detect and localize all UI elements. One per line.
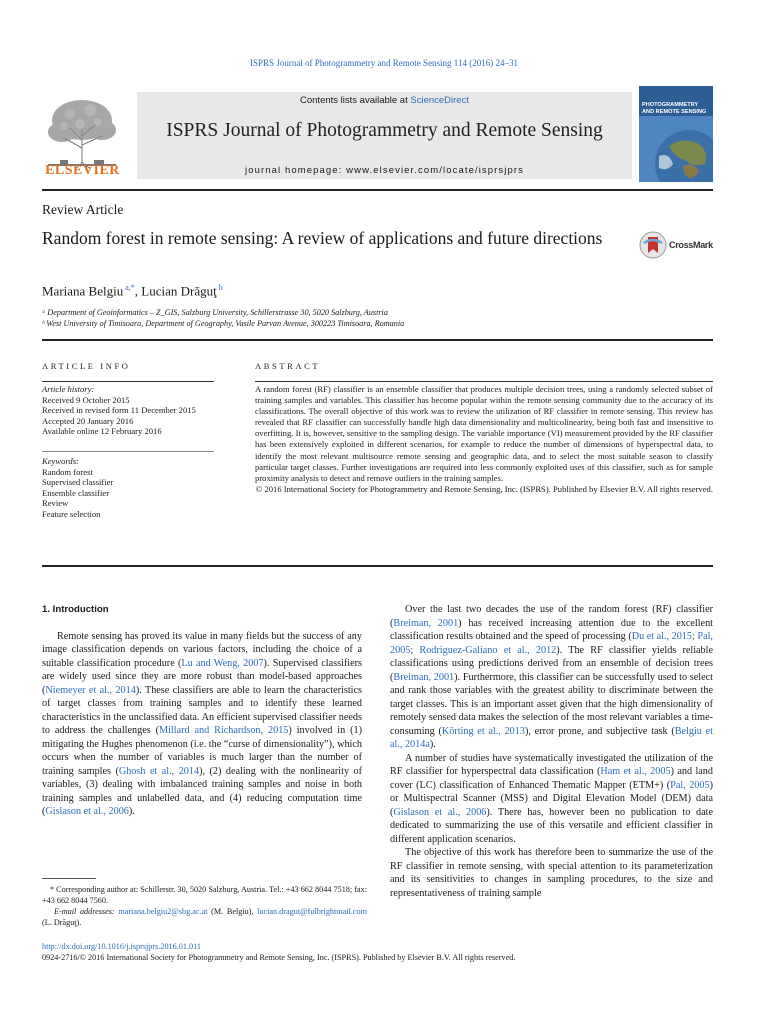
citation-link[interactable]: Gislason et al., 2006 xyxy=(45,806,129,817)
author-separator: , xyxy=(134,283,142,299)
issn-copyright-line: 0924-2716/© 2016 International Society for Photogrammetry and Remote Sensing, Inc. (ISPRS). Published by Elsevier B.V. All rights reserved. xyxy=(42,953,516,962)
crossmark-icon xyxy=(639,231,667,259)
crossmark-badge[interactable] xyxy=(639,231,719,261)
abstract-rule xyxy=(255,381,713,382)
keywords-rule xyxy=(42,451,214,452)
article-info-heading: ARTICLE INFO xyxy=(42,361,131,371)
keyword: Feature selection xyxy=(42,508,101,519)
history-received: Received 9 October 2015 xyxy=(42,394,130,405)
citation-link[interactable]: Breiman, 2001 xyxy=(393,617,459,629)
corresponding-author-note: * Corresponding author at: Schillerstr. 30, 5020 Salzburg, Austria. Tel.: +43 662 8044 7518; fax: +43 662 8044 7560. xyxy=(42,885,367,905)
cover-title-line2: AND REMOTE SENSING xyxy=(642,108,707,115)
body-right-column xyxy=(390,603,713,900)
journal-title: ISPRS Journal of Photogrammetry and Remote Sensing xyxy=(166,120,603,141)
keyword: Random forest xyxy=(42,466,93,477)
citation-link[interactable]: Ham et al., 2005 xyxy=(600,766,671,777)
abstract-text: A random forest (RF) classifier is an ensemble classifier that produces multiple decision trees, using a randomly selected subset of training samples and variables. This classifier has become popular within the remote sensing community due to the accuracy of its classifications. The overall objective of this work was to review the utilization of RF classifier in remote sensing. This review has revealed that RF classifier can successfully handle high data dimensionality and multicolinearity, being both fast and insensitive to overfitting. It is, however, sensitive to the sampling design. The variable importance (VI) measurement provided by the RF classifier has been extensively exploited in different scenarios, for example to reduce the number of dimensions of hyperspectral data, to identify the most relevant multisource remote sensing and geographic data, and to select the most suitable season to classify particular target classes. Further investigations are required into less commonly exploited uses of this classifier, such as for sample proximity analysis to detect and remove outliers in the training samples. xyxy=(255,384,713,483)
citation-link[interactable]: Du et al., 2015; Pal, 2005; Rodriguez-Galiano et al., 2012 xyxy=(390,631,713,656)
header-rule xyxy=(42,189,713,191)
doi-block xyxy=(42,941,515,963)
citation-link[interactable]: Gislason et al., 2006 xyxy=(393,806,487,818)
elsevier-logo xyxy=(40,90,125,180)
affiliations xyxy=(42,307,404,329)
author-name[interactable]: Mariana Belgiu xyxy=(42,283,124,299)
abstract-body xyxy=(255,384,713,495)
author-name[interactable]: Lucian Drăguţ xyxy=(141,283,217,299)
email-line: E-mail addresses: mariana.belgiu2@sbg.ac.at (M. Belgiu), lucian.dragut@fulbrightmail.com (L. Drăguţ). xyxy=(42,907,367,927)
author-list xyxy=(42,283,223,299)
keywords-label: Keywords: xyxy=(42,456,79,466)
email-link[interactable]: lucian.dragut@fulbrightmail.com xyxy=(257,907,367,916)
title-rule xyxy=(42,339,713,341)
journal-cover-image[interactable] xyxy=(639,86,713,182)
history-online: Available online 12 February 2016 xyxy=(42,426,162,437)
cover-title-line1: PHOTOGRAMMETRY xyxy=(642,102,699,108)
keyword: Ensemble classifier xyxy=(42,487,110,498)
abstract-heading: ABSTRACT xyxy=(255,361,321,371)
affiliation-a: ᵃ Department of Geoinformatics – Z_GIS, Salzburg University, Schillerstrasse 30, 5020 Salzburg, Austria xyxy=(42,308,388,317)
keyword: Review xyxy=(42,498,69,509)
affiliation-b: ᵇ West University of Timisoara, Department of Geography, Vasile Parvan Avenue, 300223 Timisoara, Romania xyxy=(42,319,405,328)
citation-link[interactable]: Pal, 2005 xyxy=(670,779,710,791)
journal-reference-link[interactable]: ISPRS Journal of Photogrammetry and Remote Sensing 114 (2016) 24–31 xyxy=(250,58,518,68)
contents-line xyxy=(137,95,632,106)
abstract-bottom-rule xyxy=(42,565,713,567)
abstract-copyright: © 2016 International Society for Photogrammetry and Remote Sensing, Inc. (ISPRS). Published by Elsevier B.V. All rights reserved. xyxy=(255,483,713,494)
article-history xyxy=(42,384,196,437)
paragraph: Remote sensing has proved its value in many fields but the success of any image classification depends on various factors, including the choice of a suitable classification procedure (Lu and Weng, 2007). Supervised classifiers are widely used since they are more robust than model-based approaches (Niemeyer et al., 2014). These classifiers are able to learn the characteristics of target classes from training samples and to identify these learned characteristics in the unclassified data. An efficient supervised classifier needs to address the challenges (Millard and Richardson, 2015) involved in (1) mitigating the Hughes phenomenon (i.e. the “curse of dimensionality”), which occurs when the number of variables is much larger than the number of training samples (Ghosh et al., 2014), (2) dealing with the nonlinearity of variables, (3) dealing with imbalanced training samples and noise in both training samples and unlabelled data, and (4) reducing computation time (Gislason et al., 2006). xyxy=(42,630,363,817)
citation-link[interactable]: Ghosh et al., 2014 xyxy=(118,765,200,777)
contents-prefix: Contents lists available at xyxy=(300,95,411,106)
sciencedirect-link[interactable]: ScienceDirect xyxy=(410,95,469,106)
citation-link[interactable]: Lu and Weng, 2007 xyxy=(181,657,264,669)
history-label: Article history: xyxy=(42,384,95,394)
citation-link[interactable]: Millard and Richardson, 2015 xyxy=(159,725,289,736)
footnote xyxy=(42,884,367,928)
body-left-column xyxy=(42,603,362,819)
history-accepted: Accepted 20 January 2016 xyxy=(42,415,134,426)
keywords-block xyxy=(42,456,113,520)
crossmark-label: CrossMark xyxy=(669,240,713,250)
section-heading: 1. Introduction xyxy=(42,604,109,615)
doi-link[interactable]: http://dx.doi.org/10.1016/j.isprsjprs.2016.01.011 xyxy=(42,942,201,951)
footnote-rule xyxy=(42,878,96,879)
paragraph: Over the last two decades the use of the random forest (RF) classifier (Breiman, 2001) has received increasing attention due to the excellent classification results obtained and the speed of processing (Du et al., 2015; Pal, 2005; Rodriguez-Galiano et al., 2012). The RF classifier yields reliable classifications using predictions derived from an ensemble of decision trees (Breiman, 2001). Furthermore, this classifier can be successfully used to select and rank those variables with the greatest ability to discriminate between the target classes. This is an important asset given that the high dimensionality of remotely sensed data makes the selection of the most relevant variables a time-consuming (Körting et al., 2013), error prone, and subjective task (Belgiu et al., 2014a). xyxy=(390,604,713,750)
author-affiliation-marker[interactable]: a,* xyxy=(123,283,135,292)
globe-image xyxy=(639,116,713,182)
citation-link[interactable]: Niemeyer et al., 2014 xyxy=(45,684,136,696)
paper-title: Random forest in remote sensing: A review of applications and future directions xyxy=(42,228,603,248)
paragraph: The objective of this work has therefore been to summarize the use of the RF classifier in remote sensing, with special attention to its parameterization and its sensitivities to changes in sampling procedures, to the size and representativeness of training sample xyxy=(390,847,713,899)
author-affiliation-marker[interactable]: b xyxy=(216,283,223,292)
citation-link[interactable]: Körting et al., 2013 xyxy=(441,725,525,737)
email-link[interactable]: mariana.belgiu2@sbg.ac.at xyxy=(118,907,208,916)
paragraph: A number of studies have systematically investigated the utilization of the RF classifier for hyperspectral data classification (Ham et al., 2005) and land cover (LC) classification of Enhanced Thematic Mapper (ETM+) (Pal, 2005) or Multispectral Scanner (MSS) and Digital Elevation Model (DEM) data (Gislason et al., 2006). There has, however been no publication to date dedicated to summarizing the use of this versatile and efficient classifier in different application scenarios. xyxy=(390,752,713,845)
journal-homepage-link[interactable]: journal homepage: www.elsevier.com/locate/isprsjprs xyxy=(245,165,524,176)
article-type: Review Article xyxy=(42,202,124,217)
keyword: Supervised classifier xyxy=(42,477,114,488)
article-info-rule xyxy=(42,381,214,382)
elsevier-wordmark: ELSEVIER xyxy=(45,163,120,178)
citation-link[interactable]: Breiman, 2001 xyxy=(393,671,455,683)
citation-link[interactable]: Belgiu et al., 2014a xyxy=(390,725,713,750)
history-revised: Received in revised form 11 December 2015 xyxy=(42,405,196,416)
